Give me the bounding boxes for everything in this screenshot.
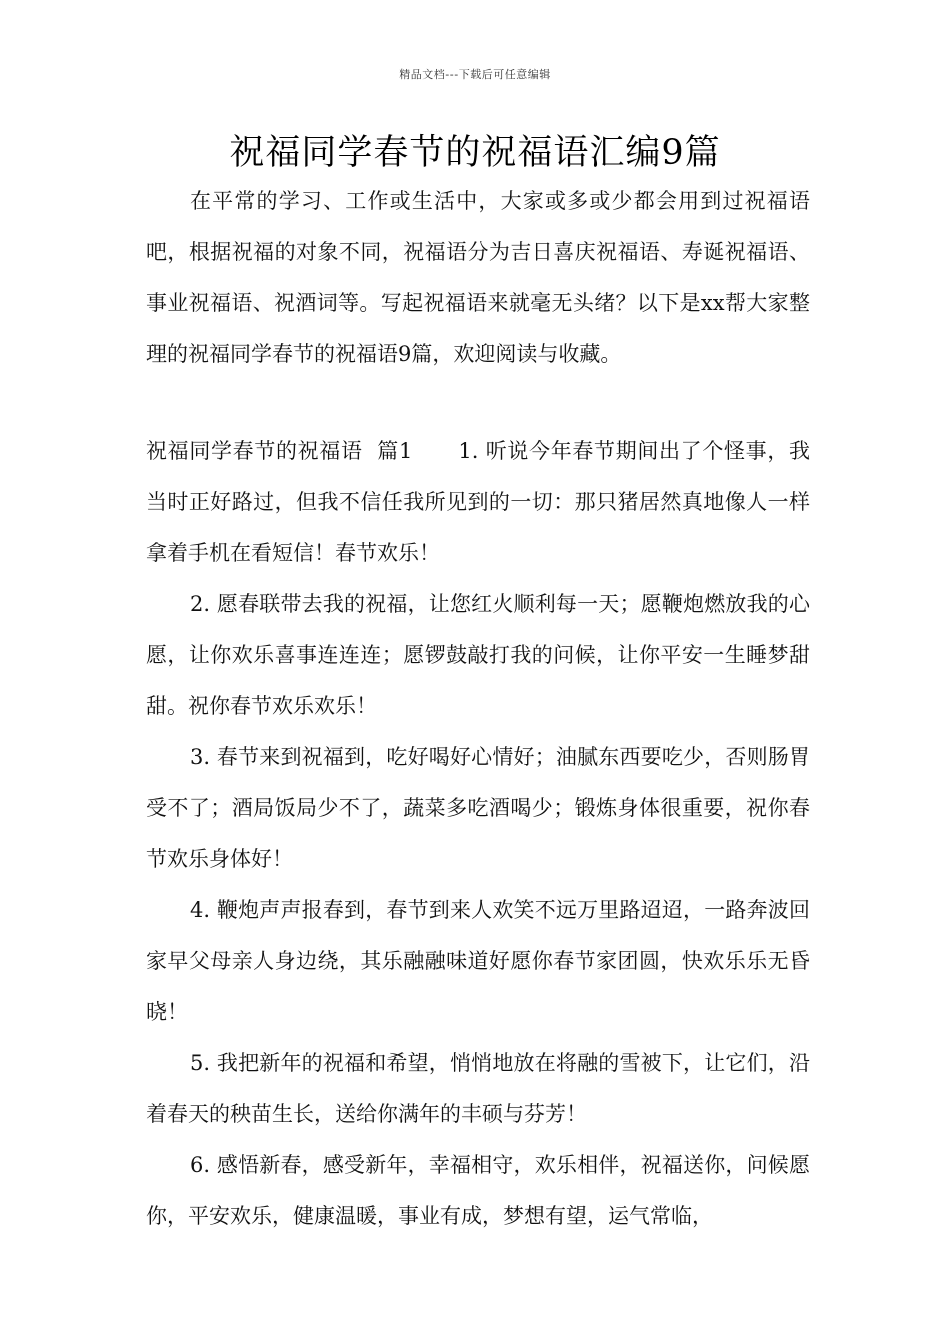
document-title: 祝福同学春节的祝福语汇编9篇 [229,133,721,173]
section-heading: 祝福同学春节的祝福语 篇1 [146,439,413,463]
section-first-paragraph [146,426,810,579]
list-item: 4. 鞭炮声声报春到，春节到来人欢笑不远万里路迢迢，一路奔波回家早父母亲人身边绕，其乐融融味道好愿你春节家团圆，快欢乐乐无昏晓！ [146,898,810,1024]
list-item: 1. 听说今年春节期间出了个怪事，我当时正好路过，但我不信任我所见到的一切：那只猪居然真地像人一样拿着手机在看短信！春节欢乐！ [146,439,810,565]
list-item: 5. 我把新年的祝福和希望，悄悄地放在将融的雪被下，让它们，沿着春天的秧苗生长，送给你满年的丰硕与芬芳！ [146,1051,810,1126]
greetings-list [146,426,810,1242]
list-item: 6. 感悟新春，感受新年，幸福相守，欢乐相伴，祝福送你，问候愿你，平安欢乐，健康温暖，事业有成，梦想有望，运气常临， [146,1153,810,1228]
header-note: 精品文档---下载后可任意编辑 [399,68,551,81]
list-item: 2. 愿春联带去我的祝福，让您红火顺利每一天；愿鞭炮燃放我的心愿，让你欢乐喜事连连连；愿锣鼓敲打我的问候，让你平安一生睡梦甜甜。祝你春节欢乐欢乐！ [146,592,810,718]
list-item: 3. 春节来到祝福到，吃好喝好心情好；油腻东西要吃少，否则肠胃受不了；酒局饭局少不了，蔬菜多吃酒喝少；锻炼身体很重要，祝你春节欢乐身体好！ [146,745,810,871]
intro-paragraph: 在平常的学习、工作或生活中，大家或多或少都会用到过祝福语吧，根据祝福的对象不同，祝福语分为吉日喜庆祝福语、寿诞祝福语、事业祝福语、祝酒词等。写起祝福语来就毫无头绪？以下是xx帮大家整理的祝福同学春节的祝福语9篇，欢迎阅读与收藏。 [146,189,810,366]
